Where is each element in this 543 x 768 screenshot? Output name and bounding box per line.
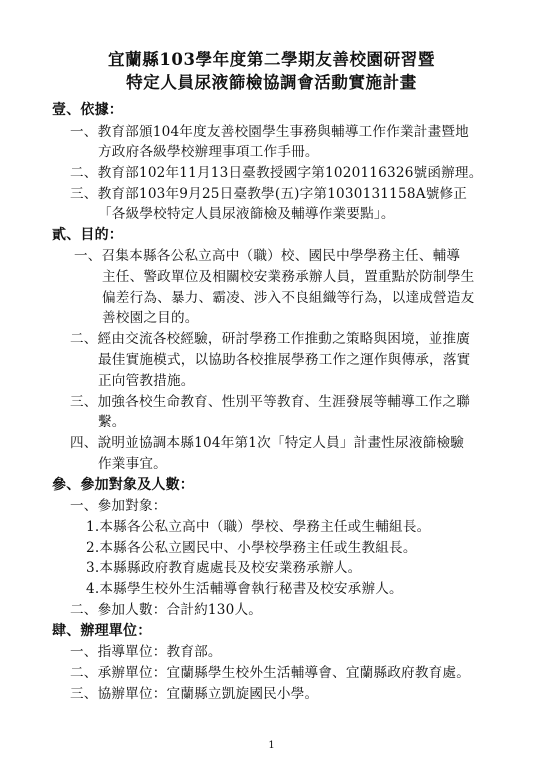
organizer-host-unit: 二、承辦單位：宜蘭縣學生校外生活輔導會、宜蘭縣政府教育處。 bbox=[70, 665, 471, 681]
purpose-item-4-cont: 作業事宜。 bbox=[98, 456, 167, 472]
purpose-item-3-cont: 繫。 bbox=[98, 414, 126, 430]
organizer-guiding-unit: 一、指導單位：教育部。 bbox=[70, 644, 222, 660]
purpose-item-3: 三、加強各校生命教育、性別平等教育、生涯發展等輔導工作之聯 bbox=[70, 394, 471, 410]
purpose-item-2-cont-a: 最佳實施模式，以協助各校推展學務工作之運作與傳承，落實 bbox=[98, 352, 471, 368]
document-title-line2: 特定人員尿液篩檢協調會活動實施計畫 bbox=[126, 73, 417, 92]
section-heading-basis: 壹、依據： bbox=[52, 102, 123, 118]
participant-count: 二、參加人數：合計約130人。 bbox=[70, 602, 263, 618]
section-heading-purpose: 貳、目的： bbox=[52, 227, 123, 243]
participant-item-2: 2.本縣各公私立國民中、小學校學務主任或生教組長。 bbox=[86, 540, 417, 556]
section-heading-organizers: 肆、辦理單位： bbox=[52, 623, 152, 639]
participant-item-4: 4.本縣學生校外生活輔導會執行秘書及校安承辦人。 bbox=[86, 581, 403, 597]
purpose-item-1-cont-c: 善校園之目的。 bbox=[102, 310, 199, 326]
basis-item-1: 一、教育部頒104年度友善校園學生事務與輔導工作作業計畫暨地 bbox=[70, 124, 469, 140]
participant-item-1: 1.本縣各公私立高中（職）學校、學務主任或生輔組長。 bbox=[86, 519, 431, 535]
section-heading-participants: 參、參加對象及人數： bbox=[52, 477, 194, 493]
purpose-item-2: 二、經由交流各校經驗，研討學務工作推動之策略與困境，並推廣 bbox=[70, 331, 471, 347]
participant-item-3: 3.本縣縣政府教育處處長及校安業務承辦人。 bbox=[86, 560, 362, 576]
purpose-item-1-cont-a: 主任、警政單位及相關校安業務承辦人員，置重點於防制學生 bbox=[102, 269, 475, 285]
page-number: 1 bbox=[268, 740, 275, 751]
basis-item-1-cont: 方政府各級學校辦理事項工作手冊。 bbox=[98, 144, 319, 160]
document-title-line1: 宜蘭縣103學年度第二學期友善校園研習暨 bbox=[108, 50, 435, 69]
purpose-item-4: 四、說明並協調本縣104年第1次「特定人員」計畫性尿液篩檢驗 bbox=[70, 435, 465, 451]
basis-item-3-cont: 「各級學校特定人員尿液篩檢及輔導作業要點」。 bbox=[98, 206, 395, 222]
basis-item-3: 三、教育部103年9月25日臺教學(五)字第1030131158A號修正 bbox=[70, 186, 468, 202]
basis-item-2: 二、教育部102年11月13日臺教授國字第1020116326號函辦理。 bbox=[70, 165, 483, 181]
purpose-item-1: 一、召集本縣各公私立高中（職）校、國民中學學務主任、輔導 bbox=[74, 248, 461, 264]
purpose-item-1-cont-b: 偏差行為、暴力、霸凌、涉入不良組織等行為，以達成營造友 bbox=[102, 290, 475, 306]
participants-subheading: 一、參加對象： bbox=[70, 498, 167, 514]
purpose-item-2-cont-b: 正向管教措施。 bbox=[98, 373, 195, 389]
organizer-cohost-unit: 三、協辦單位：宜蘭縣立凱旋國民小學。 bbox=[70, 686, 319, 702]
